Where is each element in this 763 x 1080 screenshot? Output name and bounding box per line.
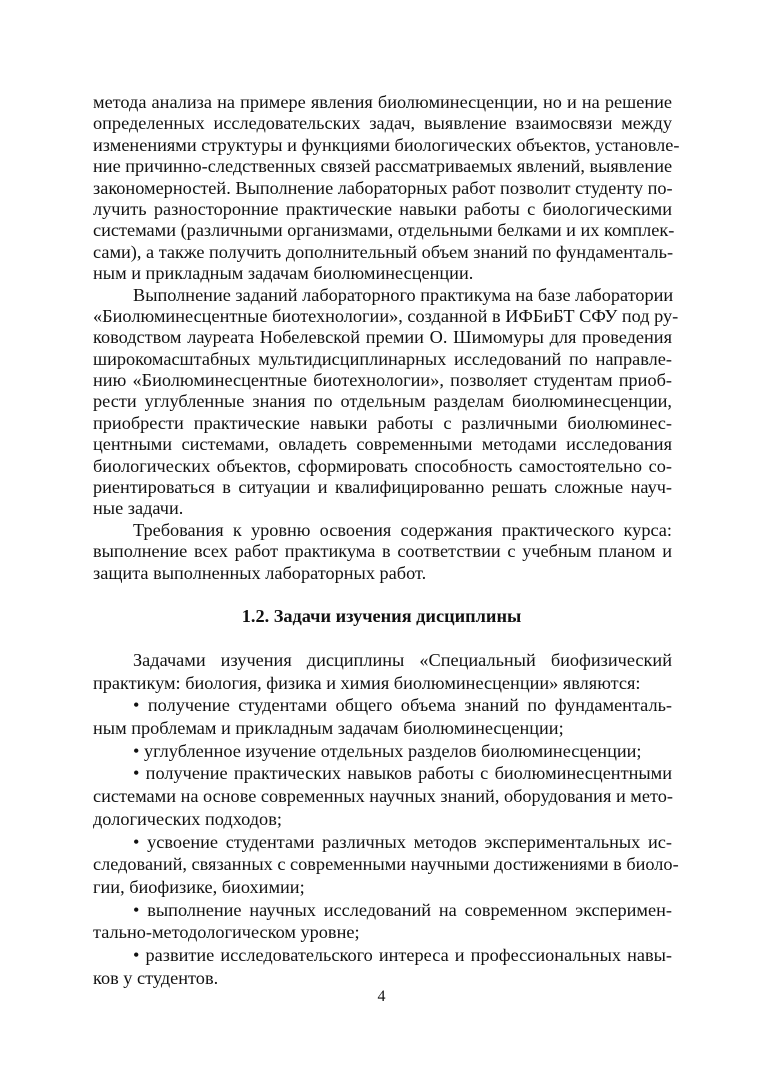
text-line: гии, биофизике, биохимии; bbox=[93, 876, 305, 897]
section-heading: 1.2. Задачи изучения дисциплины bbox=[241, 606, 522, 626]
text-line: практикум: биология, физика и химия биолюминесценции» являются: bbox=[93, 672, 641, 693]
text-line: защита выполненных лабораторных работ. bbox=[93, 562, 427, 583]
text-line: закономерностей. Выполнение лабораторных работ позволит студенту по- bbox=[93, 177, 673, 198]
paragraph bbox=[93, 92, 680, 285]
text-line: «Биолюминесцентные биотехнологии», созданной в ИФБиБТ СФУ под ру- bbox=[93, 305, 679, 326]
task-bullet-item bbox=[93, 831, 679, 899]
text-line: Требования к уровню освоения содержания практического курса: bbox=[133, 519, 672, 540]
text-line: • углубленное изучение отдельных разделов биолюминесценции; bbox=[133, 740, 642, 761]
text-line: системами на основе современных научных знаний, оборудования и мето- bbox=[93, 786, 673, 807]
text-line: • усвоение студентами различных методов экспериментальных ис- bbox=[133, 831, 672, 852]
text-line: биологических объектов, сформировать способность самостоятельно со- bbox=[93, 455, 672, 476]
task-bullet-item bbox=[93, 899, 672, 944]
text-line: нию «Биолюминесцентные биотехнологии», позволяет студентам приоб- bbox=[93, 370, 672, 391]
text-line: широкомасштабных мультидисциплинарных исследований по направле- bbox=[93, 348, 672, 369]
text-line: • развитие исследовательского интереса и профессиональных навы- bbox=[133, 944, 672, 965]
text-line: ные задачи. bbox=[93, 498, 184, 519]
task-bullet-item bbox=[93, 694, 672, 739]
text-line: Выполнение заданий лабораторного практикума на базе лаборатории bbox=[133, 284, 674, 305]
text-line: рести углубленные знания по отдельным разделам биолюминесценции, bbox=[93, 391, 672, 412]
paragraph bbox=[93, 520, 672, 584]
text-line: изменениями структуры и функциями биологических объектов, установле- bbox=[93, 134, 680, 155]
text-line: определенных исследовательских задач, выявление взаимосвязи между bbox=[93, 113, 672, 134]
text-line: • получение практических навыков работы с биолюминесцентными bbox=[133, 763, 672, 784]
text-line: ние причинно-следственных связей рассматриваемых явлений, выявление bbox=[93, 156, 673, 177]
task-bullet-item bbox=[93, 944, 672, 989]
text-line: • выполнение научных исследований на современном эксперимен- bbox=[133, 899, 672, 920]
text-line: лучить разносторонние практические навыки работы с биологическими bbox=[93, 198, 672, 219]
task-bullet-item bbox=[93, 740, 672, 763]
task-bullet-item bbox=[93, 762, 672, 830]
text-line: выполнение всех работ практикума в соответствии с учебным планом и bbox=[93, 541, 672, 562]
body-text-tasks bbox=[93, 649, 679, 989]
body-text-top bbox=[93, 92, 680, 584]
text-line: следований, связанных с современными научными достижениями в биоло- bbox=[93, 854, 679, 875]
tasks-intro bbox=[93, 649, 672, 694]
text-line: ков у студентов. bbox=[93, 967, 219, 988]
text-line: сами), а также получить дополнительный объем знаний по фундаменталь- bbox=[93, 241, 674, 262]
text-line: дологических подходов; bbox=[93, 808, 282, 829]
text-line: метода анализа на примере явления биолюминесценции, но и на решение bbox=[93, 92, 672, 112]
text-line: приобрести практические навыки работы с различными биолюминес- bbox=[93, 412, 672, 433]
text-line: центными системами, овладеть современными методами исследования bbox=[93, 434, 672, 455]
paragraph bbox=[93, 284, 679, 520]
text-line: тально-методологическом уровне; bbox=[93, 922, 360, 943]
text-line: ным и прикладным задачам биолюминесценции. bbox=[93, 263, 474, 284]
page-number: 4 bbox=[377, 988, 386, 1005]
text-line: системами (различными организмами, отдельными белками и их комплек- bbox=[93, 220, 675, 241]
text-line: риентироваться в ситуации и квалифицированно решать сложные науч- bbox=[93, 477, 672, 498]
text-line: ным проблемам и прикладным задачам биолюминесценции; bbox=[93, 718, 564, 739]
text-line: • получение студентами общего объема знаний по фундаменталь- bbox=[133, 695, 672, 716]
text-line: Задачами изучения дисциплины «Специальный биофизический bbox=[133, 650, 672, 670]
text-line: ководством лауреата Нобелевской премии О. Шимомуры для проведения bbox=[93, 327, 672, 348]
